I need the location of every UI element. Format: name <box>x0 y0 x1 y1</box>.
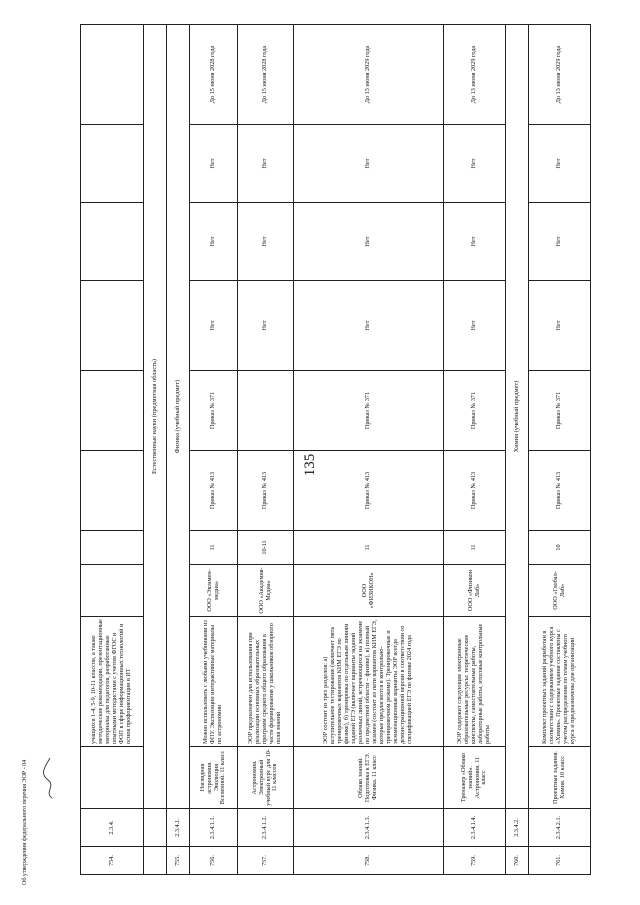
cell-org: ООО «Академия-Медиа» <box>238 565 294 617</box>
table-row <box>238 25 294 875</box>
cell-grade: 11 <box>444 531 506 565</box>
cell-order2: Приказ № 371 <box>190 371 238 451</box>
subject-heading: Физика (учебный предмет) <box>167 25 190 809</box>
cell-name: Наглядная астрономия. Эволюция Вселенной. 11 класс <box>190 747 238 809</box>
cell-term: До 13 июня 2029 года <box>444 25 506 125</box>
cell-term: До 13 июня 2029 года <box>294 25 444 125</box>
cell-term: До 13 июня 2029 года <box>529 25 591 125</box>
row-number: 758. <box>294 847 444 875</box>
cell-order2: Приказ № 371 <box>529 371 591 451</box>
cell-flag: Нет <box>238 125 294 203</box>
cell-term: До 15 июня 2028 года <box>190 25 238 125</box>
row-code: 2.3.4.1.2. <box>238 809 294 847</box>
table-row <box>506 25 529 875</box>
cell-org: ООО «Физикон Лаб» <box>444 565 506 617</box>
cell-grade: 10 <box>529 531 591 565</box>
footer-text: Об утверждении федерального перечня ЭОР - 04 <box>22 759 28 885</box>
cell-grade: 11 <box>294 531 444 565</box>
row-number: 756. <box>190 847 238 875</box>
eor-table <box>80 24 591 875</box>
row-code: 2.3.4. <box>81 809 144 847</box>
row-code: 2.3.4.2.1. <box>529 809 591 847</box>
cell-description: Можно использовать с любыми учебниками из ФПУ. Экспозиции интерактивные материалы по астрономии <box>190 617 238 747</box>
cell-name: Тренажер «Облако знаний». Астрономия. 11 класс <box>444 747 506 809</box>
row-number: 759. <box>444 847 506 875</box>
cell-flag: Нет <box>238 203 294 281</box>
cell-flag: Нет <box>444 125 506 203</box>
row-number: 755. <box>167 847 190 875</box>
rotated-table-container <box>80 25 585 875</box>
cell-description: ЭОР содержит следующие электронные образовательные ресурсы: теоретические конспекты, самостоятельные работы, лабораторные работы, итоговые контрольные работы <box>444 617 506 747</box>
cell-flag: Нет <box>190 125 238 203</box>
subject-heading: Химия (учебный предмет) <box>506 25 529 809</box>
subject-area-heading: Естественные науки (предметная область) <box>144 25 167 809</box>
cell-org: ООО «ФИЗИКОН» <box>294 565 444 617</box>
table-row <box>190 25 238 875</box>
table-row <box>81 25 144 875</box>
cell-order2 <box>238 371 294 451</box>
cell-org: ООО «Глобал-Лаб» <box>529 565 591 617</box>
table-row <box>529 25 591 875</box>
cell-flag: Нет <box>294 203 444 281</box>
cell-empty <box>81 281 144 371</box>
cell-term: До 15 июня 2028 года <box>238 25 294 125</box>
cell-name: Проектные задания. Химия. 10 класс <box>529 747 591 809</box>
cell-flag: Нет <box>444 281 506 371</box>
cell-flag: Нет <box>444 203 506 281</box>
page-number: 135 <box>302 453 318 477</box>
cell-flag: Нет <box>294 125 444 203</box>
cell-empty <box>81 25 144 125</box>
cell-description: учащихся 1-4, 5-9, 10-11 классов, а также методические рекомендации, презентационные материалы для педагогов, разработанные опытными методистами с учетом ФГОС и ФОП в сфере информационных технологий и основ профориентации в ИТ <box>81 617 144 747</box>
row-number: 761. <box>529 847 591 875</box>
cell-empty <box>81 565 144 617</box>
cell-order: Приказ № 413 <box>529 451 591 531</box>
cell-flag: Нет <box>529 281 591 371</box>
row-code: 2.3.4.1.1. <box>190 809 238 847</box>
cell-name: Астрономия. Электронный учебный курс для 10-11 классов <box>238 747 294 809</box>
cell-flag: Нет <box>529 203 591 281</box>
row-number: 757. <box>238 847 294 875</box>
table-row <box>294 25 444 875</box>
table-row <box>444 25 506 875</box>
row-number: 754. <box>81 847 144 875</box>
cell-flag: Нет <box>238 281 294 371</box>
row-code: 2.3.4.1. <box>167 809 190 847</box>
cell-order: Приказ № 413 <box>444 451 506 531</box>
cell-flag: Нет <box>294 281 444 371</box>
cell-org: ООО «Экзамен-медиа» <box>190 565 238 617</box>
cell-name: Облако знаний. Подготовка к ЕГЭ. Физика. 11 класс <box>294 747 444 809</box>
table-row <box>167 25 190 875</box>
cell-flag: Нет <box>190 281 238 371</box>
cell-description: Комплект проектных заданий разработан в соответствии с содержанием учебного курса «Химия». Проектные задания составлены с учетом распределения по темам учебного курса и предназначены для организации <box>529 617 591 747</box>
row-code: 2.3.4.2. <box>506 809 529 847</box>
cell-order: Приказ № 413 <box>294 451 444 531</box>
cell-order: Приказ № 413 <box>238 451 294 531</box>
cell-empty <box>81 203 144 281</box>
cell-empty <box>81 531 144 565</box>
cell-grade: 11 <box>190 531 238 565</box>
table-row <box>144 25 167 875</box>
cell-flag: Нет <box>190 203 238 281</box>
row-code: 2.3.4.1.4. <box>444 809 506 847</box>
cell-empty <box>81 451 144 531</box>
row-code: 2.3.4.1.3. <box>294 809 444 847</box>
signature-mark-icon <box>40 755 58 800</box>
cell-empty <box>144 809 167 847</box>
cell-order: Приказ № 413 <box>190 451 238 531</box>
row-number: 760. <box>506 847 529 875</box>
cell-description: ЭОР предназначен для использования при реализации основных образовательных программ среднего общего образования в части формирования у школьников обзорного поля знаний <box>238 617 294 747</box>
cell-empty <box>81 125 144 203</box>
cell-grade: 10-11 <box>238 531 294 565</box>
cell-order2: Приказ № 371 <box>444 371 506 451</box>
cell-description: ЭОР состоит из трех разделов: а) вступительное тестирование (включает пять тренировочных вариантов КИМ ЕГЭ по физике), б) тренировка по отдельным линиям заданий ЕГЭ (включает варианты заданий различных линий, встречающихся на экзамене по предметной области – физике), в) полный экзамен (состоит из пяти вариантов КИМ ЕГЭ, которые предлагаются в контрольно-тренировочном режиме). Тренировочные и экзаменационные варианты ЭОР всегда демонстрационной версии в соответствии со спецификацией ЕГЭ по физике 2024 года <box>294 617 444 747</box>
cell-name <box>81 747 144 809</box>
cell-flag: Нет <box>529 125 591 203</box>
cell-empty <box>81 371 144 451</box>
cell-order2: Приказ № 371 <box>294 371 444 451</box>
cell-empty <box>144 847 167 875</box>
